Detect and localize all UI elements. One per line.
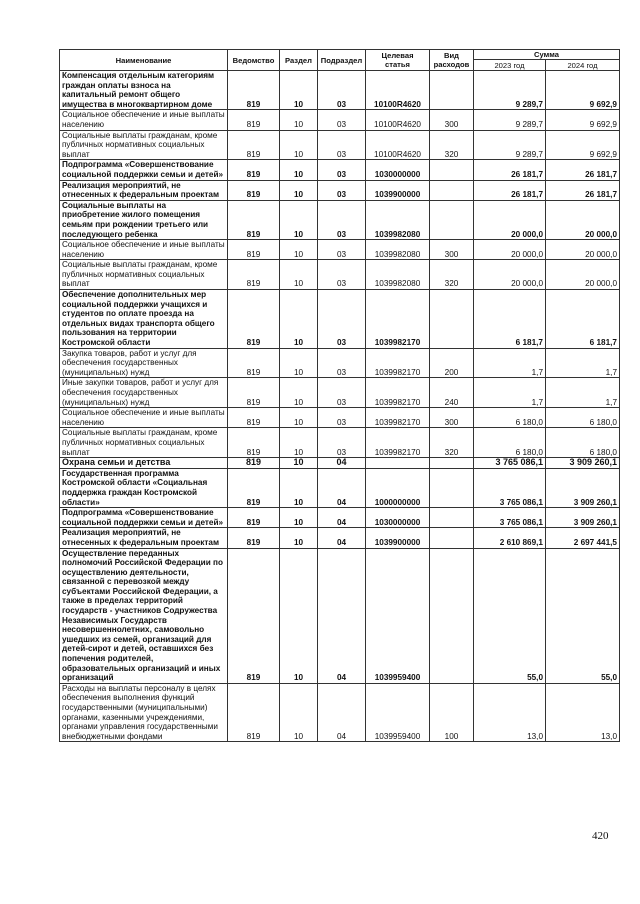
row-dept: 819 bbox=[228, 348, 280, 378]
row-name: Социальное обеспечение и иные выплаты населению bbox=[60, 240, 228, 260]
col-header-vid: Вид расходов bbox=[430, 50, 474, 71]
row-razdel: 10 bbox=[280, 508, 318, 528]
table-row bbox=[60, 260, 620, 290]
row-sum-2024: 3 909 260,1 bbox=[546, 468, 620, 507]
row-sum-2023: 2 610 869,1 bbox=[474, 528, 546, 548]
row-target: 1039982080 bbox=[366, 260, 430, 290]
row-sum-2023: 26 181,7 bbox=[474, 160, 546, 180]
row-name: Закупка товаров, работ и услуг для обеспечения государственных (муниципальных) нужд bbox=[60, 348, 228, 378]
row-sum-2023: 20 000,0 bbox=[474, 260, 546, 290]
row-podrazdel: 04 bbox=[318, 528, 366, 548]
row-target: 10100R4620 bbox=[366, 110, 430, 130]
row-podrazdel: 03 bbox=[318, 200, 366, 239]
page-number: 420 bbox=[592, 830, 609, 842]
row-dept: 819 bbox=[228, 458, 280, 469]
row-podrazdel: 03 bbox=[318, 240, 366, 260]
col-header-dept: Ведомство bbox=[228, 50, 280, 71]
row-sum-2024: 20 000,0 bbox=[546, 240, 620, 260]
row-podrazdel: 03 bbox=[318, 180, 366, 200]
row-vid: 300 bbox=[430, 110, 474, 130]
row-sum-2024: 6 180,0 bbox=[546, 428, 620, 458]
row-podrazdel: 03 bbox=[318, 348, 366, 378]
row-vid bbox=[430, 468, 474, 507]
row-sum-2023: 1,7 bbox=[474, 348, 546, 378]
row-razdel: 10 bbox=[280, 71, 318, 110]
row-sum-2024: 20 000,0 bbox=[546, 200, 620, 239]
row-sum-2024: 9 692,9 bbox=[546, 130, 620, 160]
row-vid: 240 bbox=[430, 378, 474, 408]
row-vid bbox=[430, 508, 474, 528]
row-dept: 819 bbox=[228, 130, 280, 160]
row-podrazdel: 04 bbox=[318, 683, 366, 742]
row-target: 1039959400 bbox=[366, 548, 430, 683]
row-name: Охрана семьи и детства bbox=[60, 458, 228, 469]
row-name: Реализация мероприятий, не отнесенных к федеральным проектам bbox=[60, 528, 228, 548]
row-target: 1039959400 bbox=[366, 683, 430, 742]
row-podrazdel: 03 bbox=[318, 378, 366, 408]
row-vid: 320 bbox=[430, 260, 474, 290]
row-sum-2023: 6 180,0 bbox=[474, 408, 546, 428]
row-podrazdel: 03 bbox=[318, 130, 366, 160]
row-target: 1039982170 bbox=[366, 378, 430, 408]
row-razdel: 10 bbox=[280, 428, 318, 458]
table-row bbox=[60, 378, 620, 408]
row-target: 10100R4620 bbox=[366, 71, 430, 110]
table-row bbox=[60, 458, 620, 469]
row-target: 1030000000 bbox=[366, 160, 430, 180]
row-podrazdel: 04 bbox=[318, 508, 366, 528]
row-name: Социальные выплаты гражданам, кроме публичных нормативных социальных выплат bbox=[60, 130, 228, 160]
row-sum-2023: 55,0 bbox=[474, 548, 546, 683]
row-dept: 819 bbox=[228, 378, 280, 408]
row-vid bbox=[430, 290, 474, 349]
row-podrazdel: 03 bbox=[318, 260, 366, 290]
table-row bbox=[60, 428, 620, 458]
row-sum-2024: 20 000,0 bbox=[546, 260, 620, 290]
row-name: Осуществление переданных полномочий Российской Федерации по осуществлению деятельности, связанной с перевозкой между субъектами Российской Федерации, а также в пределах территорий государств - участников Содружества Независимых Государств несовершеннолетних, самовольно ушедших из семей, организаций для детей-сирот и детей, оставшихся без попечения родителей, образовательных организаций и иных организаций bbox=[60, 548, 228, 683]
row-razdel: 10 bbox=[280, 468, 318, 507]
table-row bbox=[60, 200, 620, 239]
table-row bbox=[60, 683, 620, 742]
row-podrazdel: 03 bbox=[318, 71, 366, 110]
row-vid: 300 bbox=[430, 240, 474, 260]
row-name: Иные закупки товаров, работ и услуг для обеспечения государственных (муниципальных) нужд bbox=[60, 378, 228, 408]
row-podrazdel: 04 bbox=[318, 548, 366, 683]
row-sum-2023: 26 181,7 bbox=[474, 180, 546, 200]
col-header-2023: 2023 год bbox=[474, 60, 546, 71]
row-razdel: 10 bbox=[280, 130, 318, 160]
row-sum-2024: 55,0 bbox=[546, 548, 620, 683]
row-vid: 320 bbox=[430, 130, 474, 160]
row-dept: 819 bbox=[228, 180, 280, 200]
row-target: 1039982170 bbox=[366, 348, 430, 378]
row-sum-2023: 3 765 086,1 bbox=[474, 508, 546, 528]
row-razdel: 10 bbox=[280, 110, 318, 130]
row-dept: 819 bbox=[228, 160, 280, 180]
row-sum-2023: 9 289,7 bbox=[474, 71, 546, 110]
row-sum-2024: 9 692,9 bbox=[546, 71, 620, 110]
row-target: 1039982170 bbox=[366, 408, 430, 428]
row-vid: 100 bbox=[430, 683, 474, 742]
col-header-razdel: Раздел bbox=[280, 50, 318, 71]
row-sum-2023: 20 000,0 bbox=[474, 200, 546, 239]
row-razdel: 10 bbox=[280, 548, 318, 683]
row-name: Социальные выплаты гражданам, кроме публичных нормативных социальных выплат bbox=[60, 428, 228, 458]
row-razdel: 10 bbox=[280, 180, 318, 200]
row-dept: 819 bbox=[228, 408, 280, 428]
row-name: Социальные выплаты гражданам, кроме публичных нормативных социальных выплат bbox=[60, 260, 228, 290]
row-sum-2023: 20 000,0 bbox=[474, 240, 546, 260]
row-sum-2023: 3 765 086,1 bbox=[474, 458, 546, 469]
row-vid bbox=[430, 180, 474, 200]
row-sum-2024: 2 697 441,5 bbox=[546, 528, 620, 548]
row-target: 1039900000 bbox=[366, 528, 430, 548]
row-sum-2023: 6 180,0 bbox=[474, 428, 546, 458]
row-dept: 819 bbox=[228, 528, 280, 548]
row-sum-2023: 6 181,7 bbox=[474, 290, 546, 349]
row-sum-2023: 9 289,7 bbox=[474, 130, 546, 160]
row-dept: 819 bbox=[228, 428, 280, 458]
row-vid: 200 bbox=[430, 348, 474, 378]
row-dept: 819 bbox=[228, 200, 280, 239]
row-sum-2024: 3 909 260,1 bbox=[546, 508, 620, 528]
row-target bbox=[366, 458, 430, 469]
row-vid bbox=[430, 200, 474, 239]
row-dept: 819 bbox=[228, 260, 280, 290]
table-row bbox=[60, 160, 620, 180]
table-row bbox=[60, 71, 620, 110]
row-target: 1039982080 bbox=[366, 200, 430, 239]
col-header-sum: Сумма bbox=[474, 50, 620, 60]
row-razdel: 10 bbox=[280, 408, 318, 428]
row-dept: 819 bbox=[228, 240, 280, 260]
row-podrazdel: 03 bbox=[318, 290, 366, 349]
row-dept: 819 bbox=[228, 508, 280, 528]
row-target: 1000000000 bbox=[366, 468, 430, 507]
budget-table bbox=[59, 49, 620, 742]
row-sum-2023: 13,0 bbox=[474, 683, 546, 742]
row-razdel: 10 bbox=[280, 458, 318, 469]
row-razdel: 10 bbox=[280, 290, 318, 349]
row-vid bbox=[430, 458, 474, 469]
row-sum-2024: 6 180,0 bbox=[546, 408, 620, 428]
row-dept: 819 bbox=[228, 290, 280, 349]
row-dept: 819 bbox=[228, 683, 280, 742]
row-razdel: 10 bbox=[280, 683, 318, 742]
row-name: Социальное обеспечение и иные выплаты населению bbox=[60, 408, 228, 428]
table-row bbox=[60, 508, 620, 528]
col-header-name: Наименование bbox=[60, 50, 228, 71]
row-name: Государственная программа Костромской области «Социальная поддержка граждан Костромской области» bbox=[60, 468, 228, 507]
row-razdel: 10 bbox=[280, 160, 318, 180]
row-target: 10100R4620 bbox=[366, 130, 430, 160]
row-name: Подпрограмма «Совершенствование социальной поддержки семьи и детей» bbox=[60, 160, 228, 180]
header-row bbox=[60, 50, 620, 60]
row-razdel: 10 bbox=[280, 200, 318, 239]
row-dept: 819 bbox=[228, 468, 280, 507]
row-vid bbox=[430, 160, 474, 180]
table-row bbox=[60, 468, 620, 507]
row-sum-2023: 1,7 bbox=[474, 378, 546, 408]
row-name: Расходы на выплаты персоналу в целях обеспечения выполнения функций государственными (муниципальными) органами, казенными учреждениями, органами управления государственными внебюджетными фондами bbox=[60, 683, 228, 742]
row-sum-2024: 26 181,7 bbox=[546, 180, 620, 200]
row-vid bbox=[430, 548, 474, 683]
row-vid bbox=[430, 528, 474, 548]
row-target: 1039982170 bbox=[366, 290, 430, 349]
row-razdel: 10 bbox=[280, 348, 318, 378]
row-podrazdel: 03 bbox=[318, 408, 366, 428]
table-row bbox=[60, 240, 620, 260]
row-dept: 819 bbox=[228, 548, 280, 683]
row-sum-2024: 6 181,7 bbox=[546, 290, 620, 349]
row-sum-2024: 9 692,9 bbox=[546, 110, 620, 130]
row-name: Социальные выплаты на приобретение жилого помещения семьям при рождении третьего или последующего ребенка bbox=[60, 200, 228, 239]
row-podrazdel: 04 bbox=[318, 458, 366, 469]
row-target: 1039900000 bbox=[366, 180, 430, 200]
row-name: Реализация мероприятий, не отнесенных к федеральным проектам bbox=[60, 180, 228, 200]
table-row bbox=[60, 130, 620, 160]
row-dept: 819 bbox=[228, 71, 280, 110]
table-row bbox=[60, 348, 620, 378]
table-row bbox=[60, 180, 620, 200]
table-row bbox=[60, 548, 620, 683]
row-vid: 300 bbox=[430, 408, 474, 428]
row-sum-2024: 3 909 260,1 bbox=[546, 458, 620, 469]
row-name: Подпрограмма «Совершенствование социальной поддержки семьи и детей» bbox=[60, 508, 228, 528]
row-target: 1030000000 bbox=[366, 508, 430, 528]
row-target: 1039982170 bbox=[366, 428, 430, 458]
row-sum-2024: 13,0 bbox=[546, 683, 620, 742]
row-target: 1039982080 bbox=[366, 240, 430, 260]
row-podrazdel: 03 bbox=[318, 160, 366, 180]
row-sum-2023: 3 765 086,1 bbox=[474, 468, 546, 507]
row-razdel: 10 bbox=[280, 378, 318, 408]
col-header-2024: 2024 год bbox=[546, 60, 620, 71]
table-row bbox=[60, 528, 620, 548]
row-razdel: 10 bbox=[280, 528, 318, 548]
row-podrazdel: 04 bbox=[318, 468, 366, 507]
row-vid: 320 bbox=[430, 428, 474, 458]
row-name: Обеспечение дополнительных мер социальной поддержки учащихся и студентов по оплате проезда на отдельных видах транспорта общего пользования на территории Костромской области bbox=[60, 290, 228, 349]
row-name: Компенсация отдельным категориям граждан оплаты взноса на капитальный ремонт общего имущества в многоквартирном доме bbox=[60, 71, 228, 110]
row-sum-2024: 26 181,7 bbox=[546, 160, 620, 180]
row-name: Социальное обеспечение и иные выплаты населению bbox=[60, 110, 228, 130]
row-sum-2024: 1,7 bbox=[546, 348, 620, 378]
row-vid bbox=[430, 71, 474, 110]
row-sum-2024: 1,7 bbox=[546, 378, 620, 408]
row-razdel: 10 bbox=[280, 240, 318, 260]
col-header-target: Целевая статья bbox=[366, 50, 430, 71]
table-row bbox=[60, 290, 620, 349]
table-row bbox=[60, 408, 620, 428]
row-sum-2023: 9 289,7 bbox=[474, 110, 546, 130]
table-row bbox=[60, 110, 620, 130]
row-podrazdel: 03 bbox=[318, 110, 366, 130]
col-header-podrazdel: Подраздел bbox=[318, 50, 366, 71]
row-podrazdel: 03 bbox=[318, 428, 366, 458]
row-razdel: 10 bbox=[280, 260, 318, 290]
row-dept: 819 bbox=[228, 110, 280, 130]
